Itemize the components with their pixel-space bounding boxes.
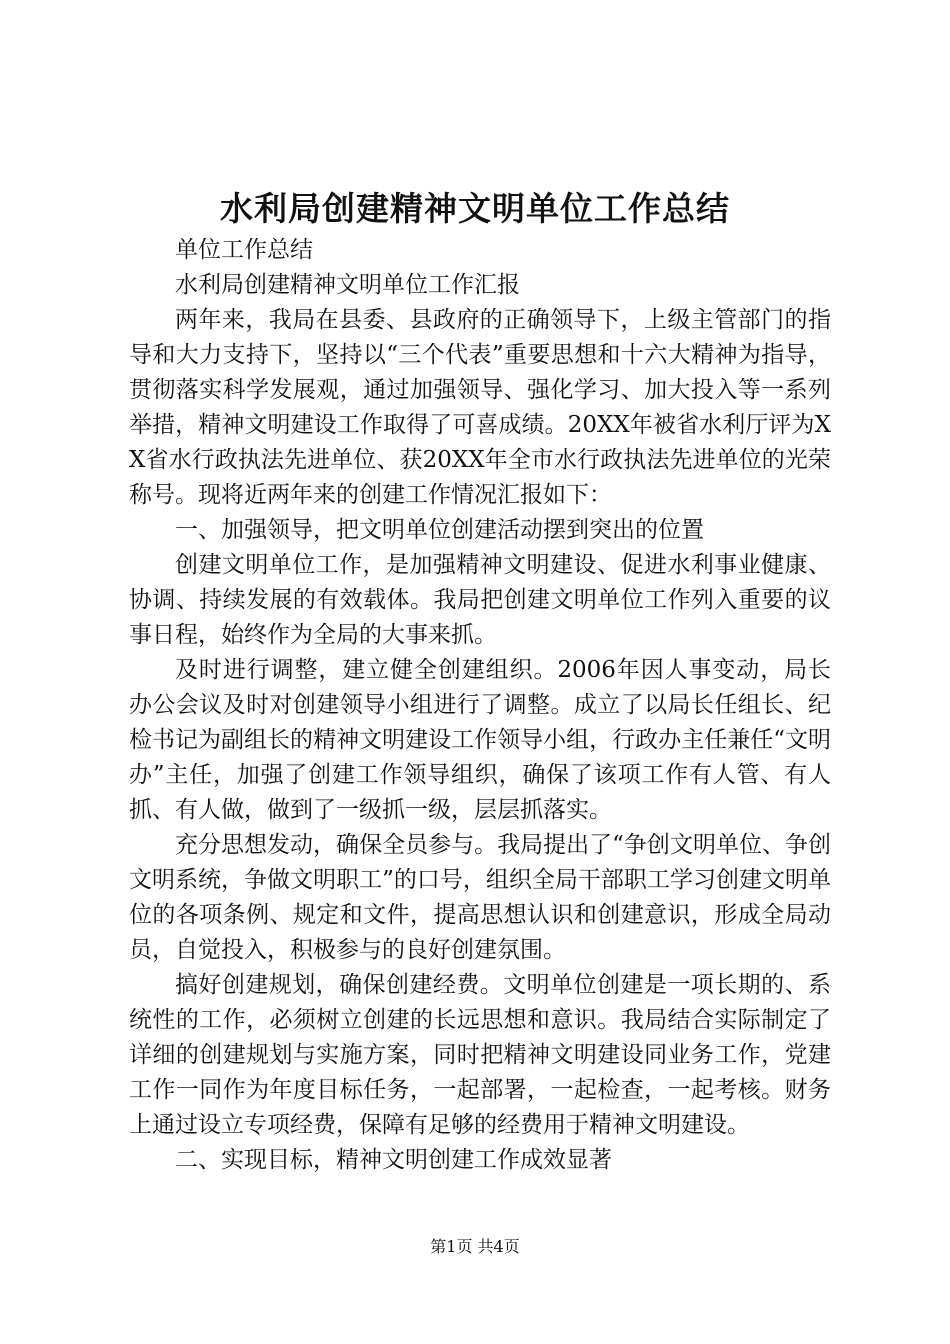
paragraph-subtitle-1: 单位工作总结 — [175, 237, 313, 263]
page-number-footer: 第1页 共4页 — [430, 1237, 520, 1256]
paragraph-subtitle-2: 水利局创建精神文明单位工作汇报 — [175, 272, 520, 298]
section-heading-2: 二、实现目标，精神文明创建工作成效显著 — [175, 1147, 612, 1173]
document-body — [129, 233, 831, 1178]
paragraph-planning-funding: 搞好创建规划，确保创建经费。文明单位创建是一项长期的、系统性的工作，必须树立创建的长远思想和意识。我局结合实际制定了详细的创建规划与实施方案，同时把精神文明建设同业务工作，党建工作一同作为年度目标任务，一起部署，一起检查，一起考核。财务上通过设立专项经费，保障有足够的经费用于精神文明建设。 — [129, 972, 831, 1138]
paragraph-intro: 两年来，我局在县委、县政府的正确领导下，上级主管部门的指导和大力支持下，坚持以“三个代表”重要思想和十六大精神为指导，贯彻落实科学发展观，通过加强领导、强化学习、加大投入等一系列举措，精神文明建设工作取得了可喜成绩。20XX年被省水利厅评为XX省水行政执法先进单位、获20XX年全市水行政执法先进单位的光荣称号。现将近两年来的创建工作情况汇报如下： — [129, 307, 831, 508]
paragraph-organization: 及时进行调整，建立健全创建组织。2006年因人事变动，局长办公会议及时对创建领导小组进行了调整。成立了以局长任组长、纪检书记为副组长的精神文明建设工作领导小组，行政办主任兼任“文明办”主任，加强了创建工作领导组织，确保了该项工作有人管、有人抓、有人做，做到了一级抓一级，层层抓落实。 — [129, 657, 831, 823]
paragraph-section-1-intro: 创建文明单位工作，是加强精神文明建设、促进水利事业健康、协调、持续发展的有效载体。我局把创建文明单位工作列入重要的议事日程，始终作为全局的大事来抓。 — [129, 552, 831, 648]
section-heading-1: 一、加强领导，把文明单位创建活动摆到突出的位置 — [175, 517, 704, 543]
paragraph-mobilization: 充分思想发动，确保全员参与。我局提出了“争创文明单位、争创文明系统，争做文明职工”的口号，组织全局干部职工学习创建文明单位的各项条例、规定和文件，提高思想认识和创建意识，形成全局动员，自觉投入，积极参与的良好创建氛围。 — [129, 832, 831, 963]
document-title: 水利局创建精神文明单位工作总结 — [220, 189, 730, 228]
